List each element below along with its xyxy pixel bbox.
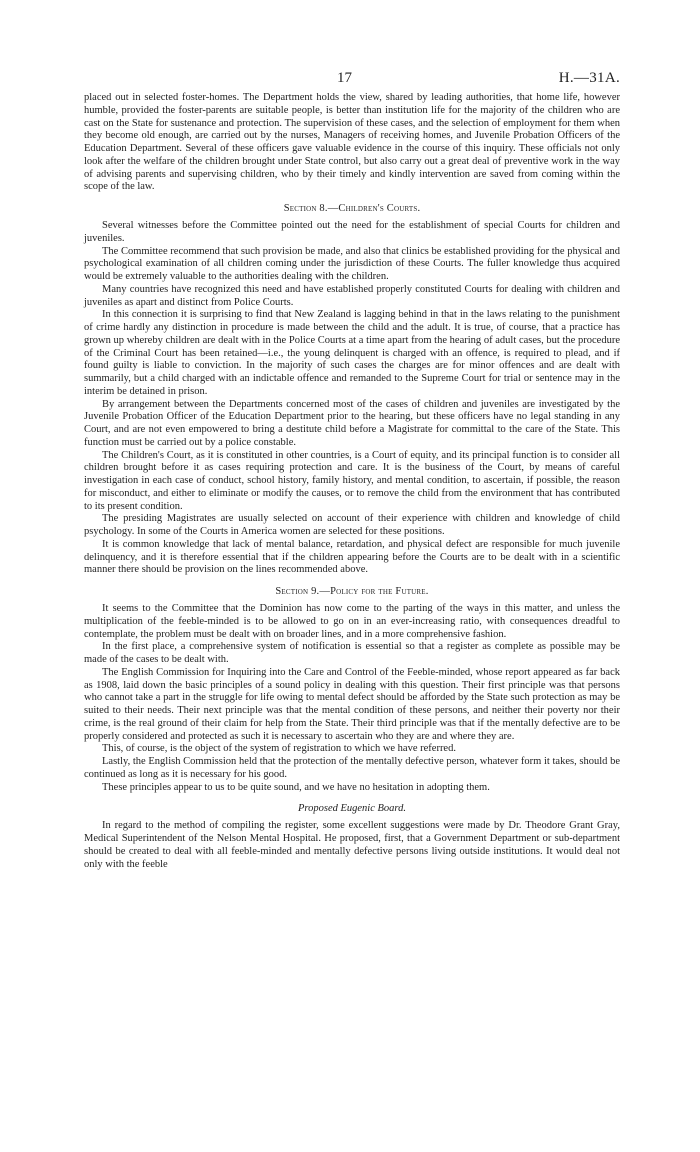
section-8-paragraph-2: The Committee recommend that such provision be made, and also that clinics be established providing for the physical and psychological examination of all children coming under the jurisdiction of these Courts. The fuller knowledge thus acquired would be extremely valuable to the authorities dealing with the children.: [84, 245, 620, 282]
section-8-heading: Section 8.—Children's Courts.: [283, 203, 421, 214]
eugenic-board-heading: Proposed Eugenic Board.: [298, 803, 406, 815]
section-9-paragraph-6: These principles appear to us to be quite sound, and we have no hesitation in adopting them.: [102, 781, 490, 793]
section-8-paragraph-3: Many countries have recognized this need and have established properly constituted Courts for dealing with children and juveniles as apart and distinct from Police Courts.: [84, 283, 620, 308]
intro-paragraph: placed out in selected foster-homes. The Department holds the view, shared by leading authorities, that home life, however humble, provided the foster-parents are suitable people, is better than institution life for the majority of the children who are cast on the State for sustenance and protection. The supervision of these cases, and the selection of employment for them when they become old enough, are carried out by the nurses, Managers of receiving homes, and Juvenile Probation Officers of the Education Department. Several of these officers gave valuable evidence in the course of this inquiry. These officials not only look after the welfare of the children brought under State control, but also carry out a great deal of preventive work in the way of advising parents and supervising children, who by their timely and kindly intervention are saved from coming within the scope of the law.: [84, 92, 620, 193]
section-8-paragraph-7: The presiding Magistrates are usually selected on account of their experience with children and knowledge of child psychology. In some of the Courts in America women are selected for these positions.: [84, 513, 620, 537]
section-8-paragraph-8: It is common knowledge that lack of mental balance, retardation, and physical defect are responsible for much juvenile delinquency, and it is therefore essential that if the children appearing before the Courts are to be dealt with in a scientific manner there should be provision on the lines recommended above.: [84, 538, 620, 576]
section-9-paragraph-5: Lastly, the English Commission held that the protection of the mentally defective person, whatever form it takes, should be continued as long as it is necessary for his good.: [84, 756, 620, 780]
section-8-paragraph-4: In this connection it is surprising to find that New Zealand is lagging behind in that in the laws relating to the punishment of crime hardly any distinction in procedure is made between the child and the adult. It is true, of course, that a practice has grown up whereby children are dealt with in the Police Courts at a time apart from the hearing of adult cases, but the procedure of the Criminal Court has been retained—i.e., the young delinquent is charged with an offence, is required to plead, and if found guilty is liable to conviction. In the majority of such cases the charges are for minor offences and are dealt with summarily, but a child charged with an indictable offence and remanded to the Supreme Court for trial or sentence may in the interim be detained in prison.: [84, 309, 620, 397]
section-9-paragraph-3: The English Commission for Inquiring into the Care and Control of the Feeble-minded, whose report appeared as far back as 1908, laid down the basic principles of a sound policy in dealing with this question. Their first principle was that persons who cannot take a part in the struggle for life owing to mental defect should be afforded by the State such protection as may be suited to their needs. Their next principle was that the mental condition of these persons, and neither their poverty nor their crime, is the real ground of their claim for help from the State. Their third principle was that if the mentally defective are to be properly considered and protected as such it is necessary to ascertain who they are and where they are.: [84, 666, 620, 742]
section-9-paragraph-1: It seems to the Committee that the Dominion has now come to the parting of the ways in this matter, and unless the multiplication of the feeble-minded is to be allowed to go on in an ever-increasing ratio, with consequences dreadful to contemplate, the problem must be dealt with on broader lines, and in a more comprehensive fashion.: [84, 603, 620, 640]
section-8-paragraph-1: Several witnesses before the Committee pointed out the need for the establishment of special Courts for children and juveniles.: [84, 220, 620, 244]
section-9-paragraph-4: This, of course, is the object of the system of registration to which we have referred.: [102, 743, 456, 755]
section-8-paragraph-6: The Children's Court, as it is constituted in other countries, is a Court of equity, and its principal function is to consider all children brought before it as cases requiring protection and care. It is the business of the Court, by means of careful investigation in each case of conduct, school history, family history, and mental condition, to ascertain, if possible, the reason for misconduct, and either to eliminate or modify the causes, or to remove the child from the environment that has contributed to its present condition.: [84, 449, 620, 512]
section-9-heading: Section 9.—Policy for the Future.: [275, 586, 429, 597]
document-reference: H.—31A.: [558, 70, 620, 86]
section-9-paragraph-2: In the first place, a comprehensive system of notification is essential so that a register as complete as possible may be made of the cases to be dealt with.: [84, 641, 620, 665]
document-page: [84, 70, 620, 871]
page-number: 17: [337, 70, 352, 86]
page-header: [84, 70, 620, 92]
section-8-paragraph-5: By arrangement between the Departments concerned most of the cases of children and juveniles are investigated by the Juvenile Probation Officer of the Education Department prior to the hearing, but these officers have no legal standing in any Court, and are not even empowered to bring a destitute child before a Magistrate for committal to the care of the State. This function must be carried out by a police constable.: [84, 398, 620, 448]
eugenic-board-paragraph-1: In regard to the method of compiling the register, some excellent suggestions were made by Dr. Theodore Grant Gray, Medical Superintendent of the Nelson Mental Hospital. He proposed, first, that a Government Department or sub-department should be created to deal with all feeble-minded and mentally defective persons living outside institutions. It would deal not only with the feeble: [84, 820, 620, 870]
